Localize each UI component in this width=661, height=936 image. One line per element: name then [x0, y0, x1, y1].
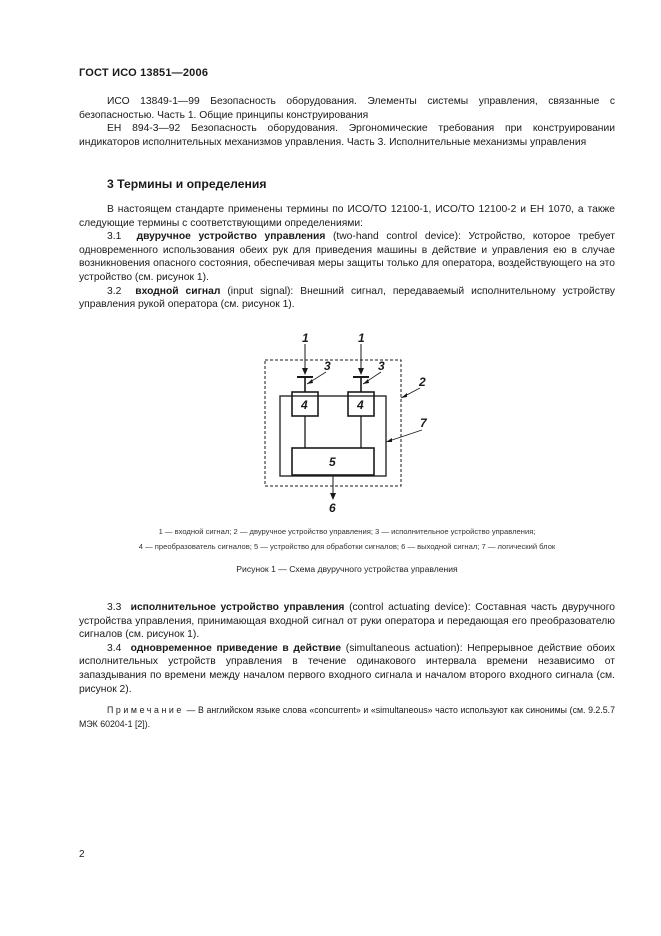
- def-text: (simultaneous actuation): Непрерывное действие обоих исполнительных устройств управления в течение одинакового интервала времени независимо от запаздывания по времени между началом первого входного сигнала и началом второго входного сигнала (см. рисунок 2).: [79, 642, 615, 695]
- label-3-right: 3: [378, 359, 385, 373]
- legend-line: 1 — входной сигнал; 2 — двуручное устройство управления; 3 — исполнительное устройство управления;: [158, 527, 536, 536]
- definitions-block-2: [79, 601, 615, 696]
- definition-3-4: [79, 642, 615, 696]
- definition-3-2: [79, 285, 615, 312]
- label-2: 2: [419, 375, 426, 389]
- figure-legend: [79, 524, 615, 554]
- def-number: 3.2: [107, 285, 122, 297]
- note-paragraph: [79, 704, 615, 731]
- def-text: (input signal): Внешний сигнал, передаваемый исполнительному устройству управления рукой оператора (см. рисунок 1).: [79, 285, 615, 311]
- label-5: 5: [329, 455, 336, 469]
- label-1-left: 1: [302, 331, 309, 345]
- normative-references: [79, 95, 615, 149]
- def-number: 3.1: [107, 231, 122, 243]
- definitions-block: [79, 203, 615, 312]
- def-number: 3.3: [107, 602, 122, 613]
- definition-3-1: [79, 230, 615, 284]
- label-1-right: 1: [358, 331, 365, 345]
- def-term: входной сигнал: [135, 285, 221, 297]
- def-text: (control actuating device): Составная часть двуручного устройства управления, принимающая входной сигнал от руки оператора и передающая его преобразователю сигналов (см. рисунок 1).: [79, 602, 615, 641]
- section-heading: 3 Термины и определения: [107, 177, 267, 191]
- figure-title: Рисунок 1 — Схема двуручного устройства управления: [236, 564, 458, 574]
- reference-item: ЕН 894-3—92 Безопасность оборудования. Эргономические требования при конструировании индикаторов исполнительных механизмов управления. Часть 3. Исполнительные механизмы управления: [79, 123, 615, 148]
- label-3-left: 3: [324, 359, 331, 373]
- def-text: (two-hand control device): Устройство, которое требует одновременного использования обеих рук для приведения машины в действие и управления ею в случае возникновения опасного состояния, обеспечивая меры защиты только для оператора, воздействующего на это устройство (см. рисунок 1).: [79, 231, 615, 283]
- label-7: 7: [420, 416, 427, 430]
- intro-paragraph: В настоящем стандарте применены термины по ИСО/ТО 12100-1, ИСО/ТО 12100-2 и ЕН 1070, а также следующие термины с соответствующими определениями:: [79, 204, 615, 229]
- label-4-right: 4: [357, 398, 364, 412]
- def-term: одновременное приведение в действие: [130, 642, 342, 654]
- def-term: двуручное устройство управления: [136, 231, 326, 243]
- label-4-left: 4: [301, 398, 308, 412]
- note-text: — В английском языке слова «concurrent» и «simultaneous» часто используют как синонимы (см. 9.2.5.7 МЭК 60204-1 [2]).: [79, 705, 615, 729]
- label-6: 6: [329, 501, 336, 515]
- def-term: исполнительное устройство управления: [130, 602, 345, 613]
- figure-1-diagram: [250, 330, 450, 516]
- definition-3-3: [79, 601, 615, 642]
- document-header: ГОСТ ИСО 13851—2006: [79, 67, 209, 79]
- reference-item: ИСО 13849-1—99 Безопасность оборудования. Элементы системы управления, связанные с безопасностью. Часть 1. Общие принципы конструирования: [79, 96, 615, 121]
- def-number: 3.4: [107, 642, 122, 654]
- legend-line: 4 — преобразователь сигналов; 5 — устройство для обработки сигналов; 6 — выходной сигнал; 7 — логический блок: [138, 542, 556, 551]
- page-number: 2: [79, 849, 85, 860]
- note-label: Примечание: [107, 705, 184, 715]
